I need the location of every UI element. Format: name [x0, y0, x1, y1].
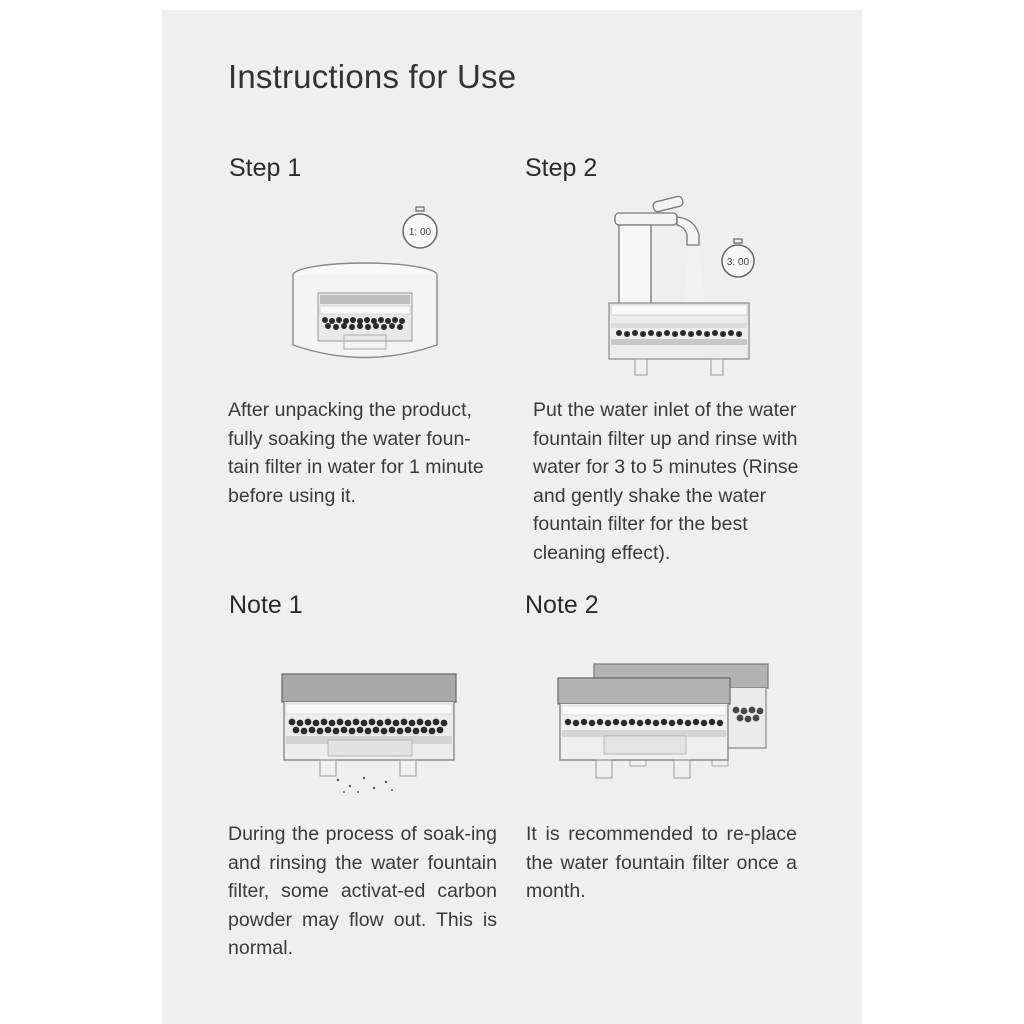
step-2-timer: 3: 00 — [726, 257, 750, 268]
faucet-icon — [615, 196, 705, 305]
stopwatch-icon — [722, 239, 754, 277]
step-1-heading: Step 1 — [229, 154, 302, 182]
page-title: Instructions for Use — [228, 58, 517, 95]
step-1-text: After unpacking the product, fully soaking the water foun-tain filter in water for 1 minute before using it. — [228, 399, 484, 507]
stopwatch-icon — [403, 207, 437, 248]
note-1-heading: Note 1 — [229, 591, 303, 619]
note-1-illustration — [278, 668, 460, 796]
step-2-text: Put the water inlet of the water fountain filter up and rinse with water for 3 to 5 minutes (Rinse and gently shake the water fountain filter for the best cleaning effect). — [533, 399, 799, 564]
note-2-heading: Note 2 — [525, 591, 599, 619]
step-1-timer: 1: 00 — [408, 227, 432, 238]
note-1-text: During the process of soak-ing and rinsing the water fountain filter, some activat-ed carbon powder may flow out. This is normal. — [228, 823, 497, 960]
step-2-illustration — [595, 195, 765, 380]
step-2-heading: Step 2 — [525, 154, 598, 182]
note-2-illustration — [556, 660, 772, 785]
step-1-illustration — [280, 205, 450, 375]
note-2-text: It is recommended to re-place the water fountain filter once a month. — [526, 823, 797, 903]
